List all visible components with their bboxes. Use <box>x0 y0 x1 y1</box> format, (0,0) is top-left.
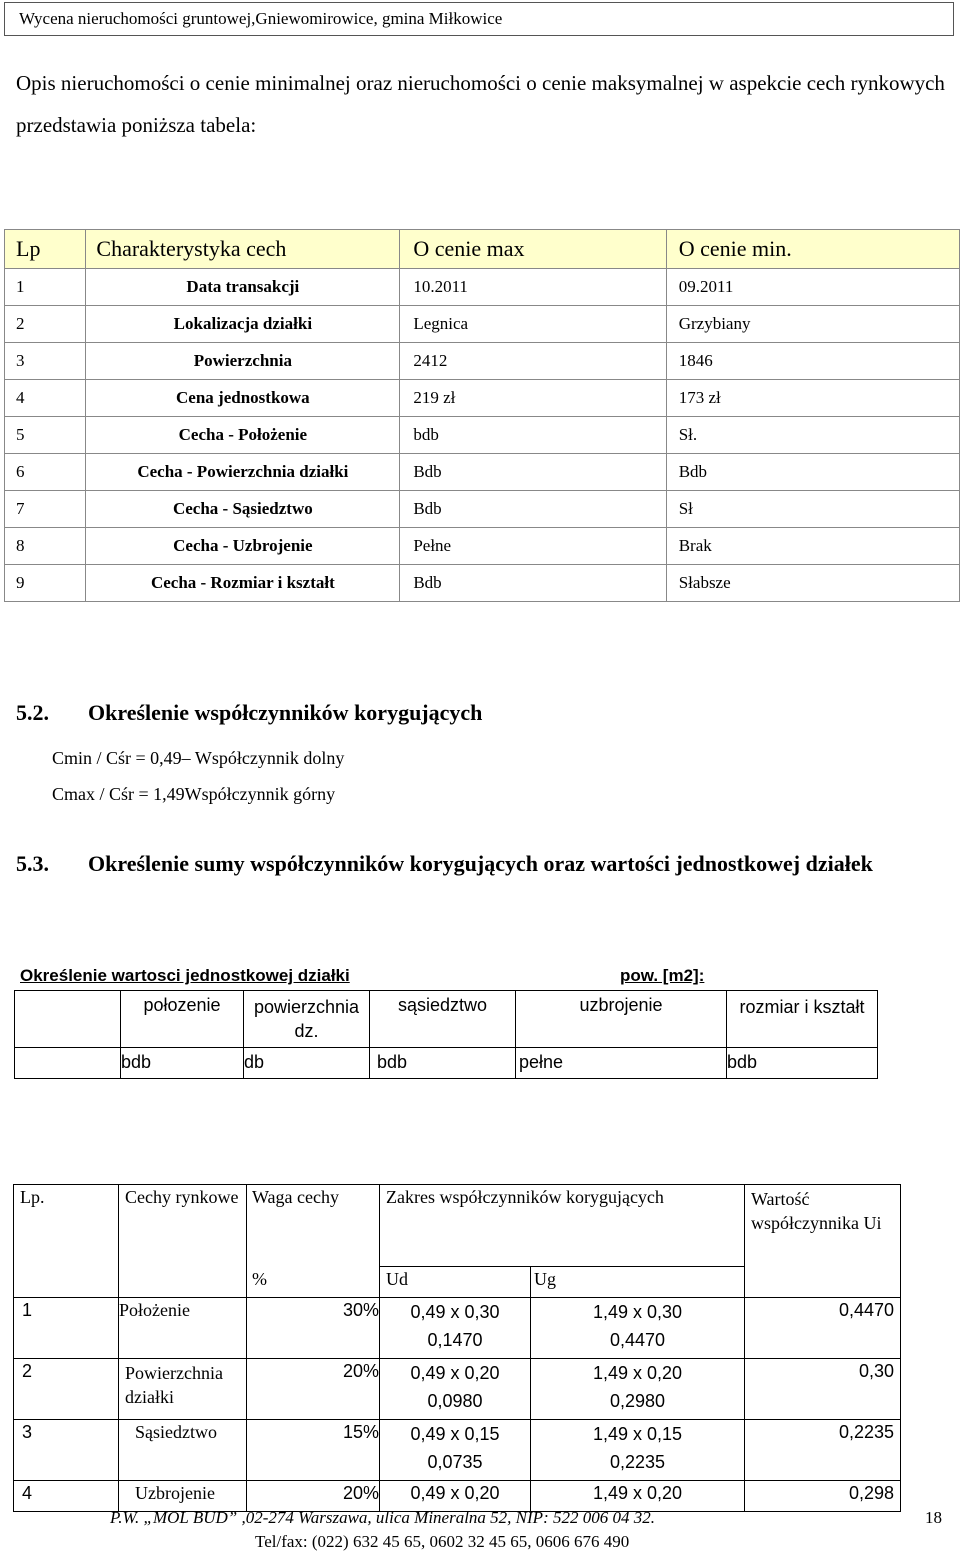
row-lp: 8 <box>5 528 86 565</box>
row-weight: 20% <box>247 1480 380 1511</box>
ud-formula: 0,49 x 0,20 <box>410 1362 500 1383</box>
empty-cell <box>15 1048 121 1079</box>
header-range: Zakres współczynników korygujących <box>380 1185 745 1267</box>
row-feature: Uzbrojenie <box>119 1480 247 1511</box>
row-min: 1846 <box>666 343 959 380</box>
row-feature: Sąsiedztwo <box>119 1419 247 1480</box>
ud-formula: 0,49 x 0,20 <box>410 1482 500 1503</box>
row-max: Bdb <box>400 454 666 491</box>
header-size-shape: rozmiar i kształt <box>727 991 878 1048</box>
header-lp: Lp. <box>14 1185 119 1298</box>
value-neighbourhood: bdb <box>370 1048 516 1079</box>
footer-phone: Tel/fax: (022) 632 45 65, 0602 32 45 65, 0606 676 490 <box>255 1532 630 1551</box>
empty-cell <box>15 991 121 1048</box>
row-min: 09.2011 <box>666 269 959 306</box>
table-row <box>15 1048 878 1079</box>
row-ud <box>380 1480 531 1511</box>
row-feature: Powierzchnia działki <box>119 1358 247 1419</box>
ud-result: 0,0735 <box>427 1451 483 1472</box>
header-features: Cechy rynkowe <box>119 1185 247 1298</box>
comparison-table <box>4 229 960 602</box>
table-row <box>5 491 960 528</box>
row-lp: 1 <box>14 1297 119 1358</box>
header-ud: Ud <box>380 1267 531 1298</box>
row-characteristic: Powierzchnia <box>86 343 400 380</box>
section-number: 5.2. <box>16 700 49 725</box>
row-ud <box>380 1419 531 1480</box>
table-row <box>14 1480 901 1511</box>
row-max: Bdb <box>400 565 666 602</box>
value-size-shape: bdb <box>727 1048 878 1079</box>
formula-min: Cmin / Cśr = 0,49– Współczynnik dolny <box>52 748 345 768</box>
table-row <box>5 417 960 454</box>
row-characteristic: Lokalizacja działki <box>86 306 400 343</box>
table-header-row <box>14 1185 901 1267</box>
header-min: O cenie min. <box>666 230 959 269</box>
ud-result: 0,1470 <box>427 1329 483 1350</box>
row-value: 0,30 <box>745 1358 901 1419</box>
value-location: bdb <box>121 1048 244 1079</box>
row-min: Brak <box>666 528 959 565</box>
table-header-row <box>15 991 878 1048</box>
row-characteristic: Cecha - Uzbrojenie <box>86 528 400 565</box>
ug-formula: 1,49 x 0,30 <box>592 1301 683 1322</box>
formula-max: Cmax / Cśr = 1,49Współczynnik górny <box>52 784 336 804</box>
row-max: Bdb <box>400 491 666 528</box>
header-ug: Ug <box>531 1267 745 1298</box>
intro-paragraph: Opis nieruchomości o cenie minimalnej oraz nieruchomości o cenie maksymalnej w aspekcie cech rynkowych przedstawia poniższa tabela: <box>16 71 945 137</box>
row-min: Słabsze <box>666 565 959 602</box>
row-characteristic: Cena jednostkowa <box>86 380 400 417</box>
page-header: Wycena nieruchomości gruntowej,Gniewomirowice, gmina Miłkowice <box>4 2 954 36</box>
row-min: Sł. <box>666 417 959 454</box>
row-characteristic: Cecha - Rozmiar i kształt <box>86 565 400 602</box>
table-row <box>5 380 960 417</box>
row-ug <box>531 1358 745 1419</box>
header-utilities: uzbrojenie <box>516 991 727 1048</box>
footer-company: P.W. „MOL BUD” ,02-274 Warszawa, ulica Mineralna 52, NIP: 522 006 04 32. <box>110 1508 655 1527</box>
ud-result: 0,0980 <box>427 1390 483 1411</box>
row-characteristic: Cecha - Położenie <box>86 417 400 454</box>
unit-value-table <box>14 990 878 1079</box>
row-ud <box>380 1297 531 1358</box>
row-characteristic: Cecha - Sąsiedztwo <box>86 491 400 528</box>
ug-formula: 1,49 x 0,15 <box>592 1423 683 1444</box>
row-value: 0,2235 <box>745 1419 901 1480</box>
area-label: pow. [m2]: <box>620 966 705 985</box>
unit-value-title: Określenie wartosci jednostkowej działki <box>20 966 350 985</box>
ug-result: 0,2980 <box>609 1390 666 1411</box>
header-value: Wartość współczynnika Ui <box>745 1185 901 1298</box>
row-value: 0,4470 <box>745 1297 901 1358</box>
table-row <box>5 343 960 380</box>
coefficient-table <box>13 1184 901 1512</box>
ug-formula: 1,49 x 0,20 <box>592 1482 683 1503</box>
row-lp: 5 <box>5 417 86 454</box>
ug-formula: 1,49 x 0,20 <box>592 1362 683 1383</box>
value-utilities: pełne <box>516 1048 727 1079</box>
row-min: Grzybiany <box>666 306 959 343</box>
value-area: db <box>244 1048 370 1079</box>
table-header-row <box>5 230 960 269</box>
row-lp: 2 <box>14 1358 119 1419</box>
row-lp: 1 <box>5 269 86 306</box>
section-number: 5.3. <box>16 851 49 876</box>
row-value: 0,298 <box>745 1480 901 1511</box>
table-row <box>14 1358 901 1419</box>
row-characteristic: Cecha - Powierzchnia działki <box>86 454 400 491</box>
row-lp: 6 <box>5 454 86 491</box>
ug-result: 0,4470 <box>609 1329 666 1350</box>
section-title: Określenie sumy współczynników korygujących oraz wartości jednostkowej działek <box>88 851 873 876</box>
header-area: powierzchnia dz. <box>244 991 370 1048</box>
row-feature: Położenie <box>119 1297 247 1358</box>
row-ug <box>531 1480 745 1511</box>
table-row <box>5 306 960 343</box>
row-max: 2412 <box>400 343 666 380</box>
section-5-2-heading <box>16 700 482 726</box>
row-characteristic: Data transakcji <box>86 269 400 306</box>
table-row <box>14 1297 901 1358</box>
row-max: bdb <box>400 417 666 454</box>
row-ug <box>531 1419 745 1480</box>
table-row <box>5 454 960 491</box>
row-ud <box>380 1358 531 1419</box>
row-lp: 7 <box>5 491 86 528</box>
row-weight: 30% <box>247 1297 380 1358</box>
row-lp: 2 <box>5 306 86 343</box>
row-lp: 3 <box>5 343 86 380</box>
row-min: 173 zł <box>666 380 959 417</box>
table-row <box>5 565 960 602</box>
row-lp: 9 <box>5 565 86 602</box>
row-lp: 4 <box>5 380 86 417</box>
ud-formula: 0,49 x 0,15 <box>410 1423 500 1444</box>
section-title: Określenie współczynników korygujących <box>88 700 483 725</box>
ug-result: 0,2235 <box>609 1451 666 1472</box>
row-min: Sł <box>666 491 959 528</box>
row-max: Pełne <box>400 528 666 565</box>
page-number: 18 <box>925 1508 942 1527</box>
header-lp: Lp <box>5 230 86 269</box>
ud-formula: 0,49 x 0,30 <box>410 1301 500 1322</box>
header-weight: Waga cechy <box>247 1185 380 1267</box>
row-weight: 20% <box>247 1358 380 1419</box>
header-neighbourhood: sąsiedztwo <box>370 991 516 1048</box>
row-max: Legnica <box>400 306 666 343</box>
row-ug <box>531 1297 745 1358</box>
table-row <box>14 1419 901 1480</box>
row-max: 219 zł <box>400 380 666 417</box>
row-weight: 15% <box>247 1419 380 1480</box>
table-row <box>5 269 960 306</box>
table-row <box>5 528 960 565</box>
row-min: Bdb <box>666 454 959 491</box>
header-max: O cenie max <box>400 230 666 269</box>
section-5-3-heading <box>16 842 936 886</box>
row-max: 10.2011 <box>400 269 666 306</box>
header-location: połozenie <box>121 991 244 1048</box>
header-percent: % <box>247 1267 380 1298</box>
row-lp: 4 <box>14 1480 119 1511</box>
header-characteristic: Charakterystyka cech <box>86 230 400 269</box>
row-lp: 3 <box>14 1419 119 1480</box>
